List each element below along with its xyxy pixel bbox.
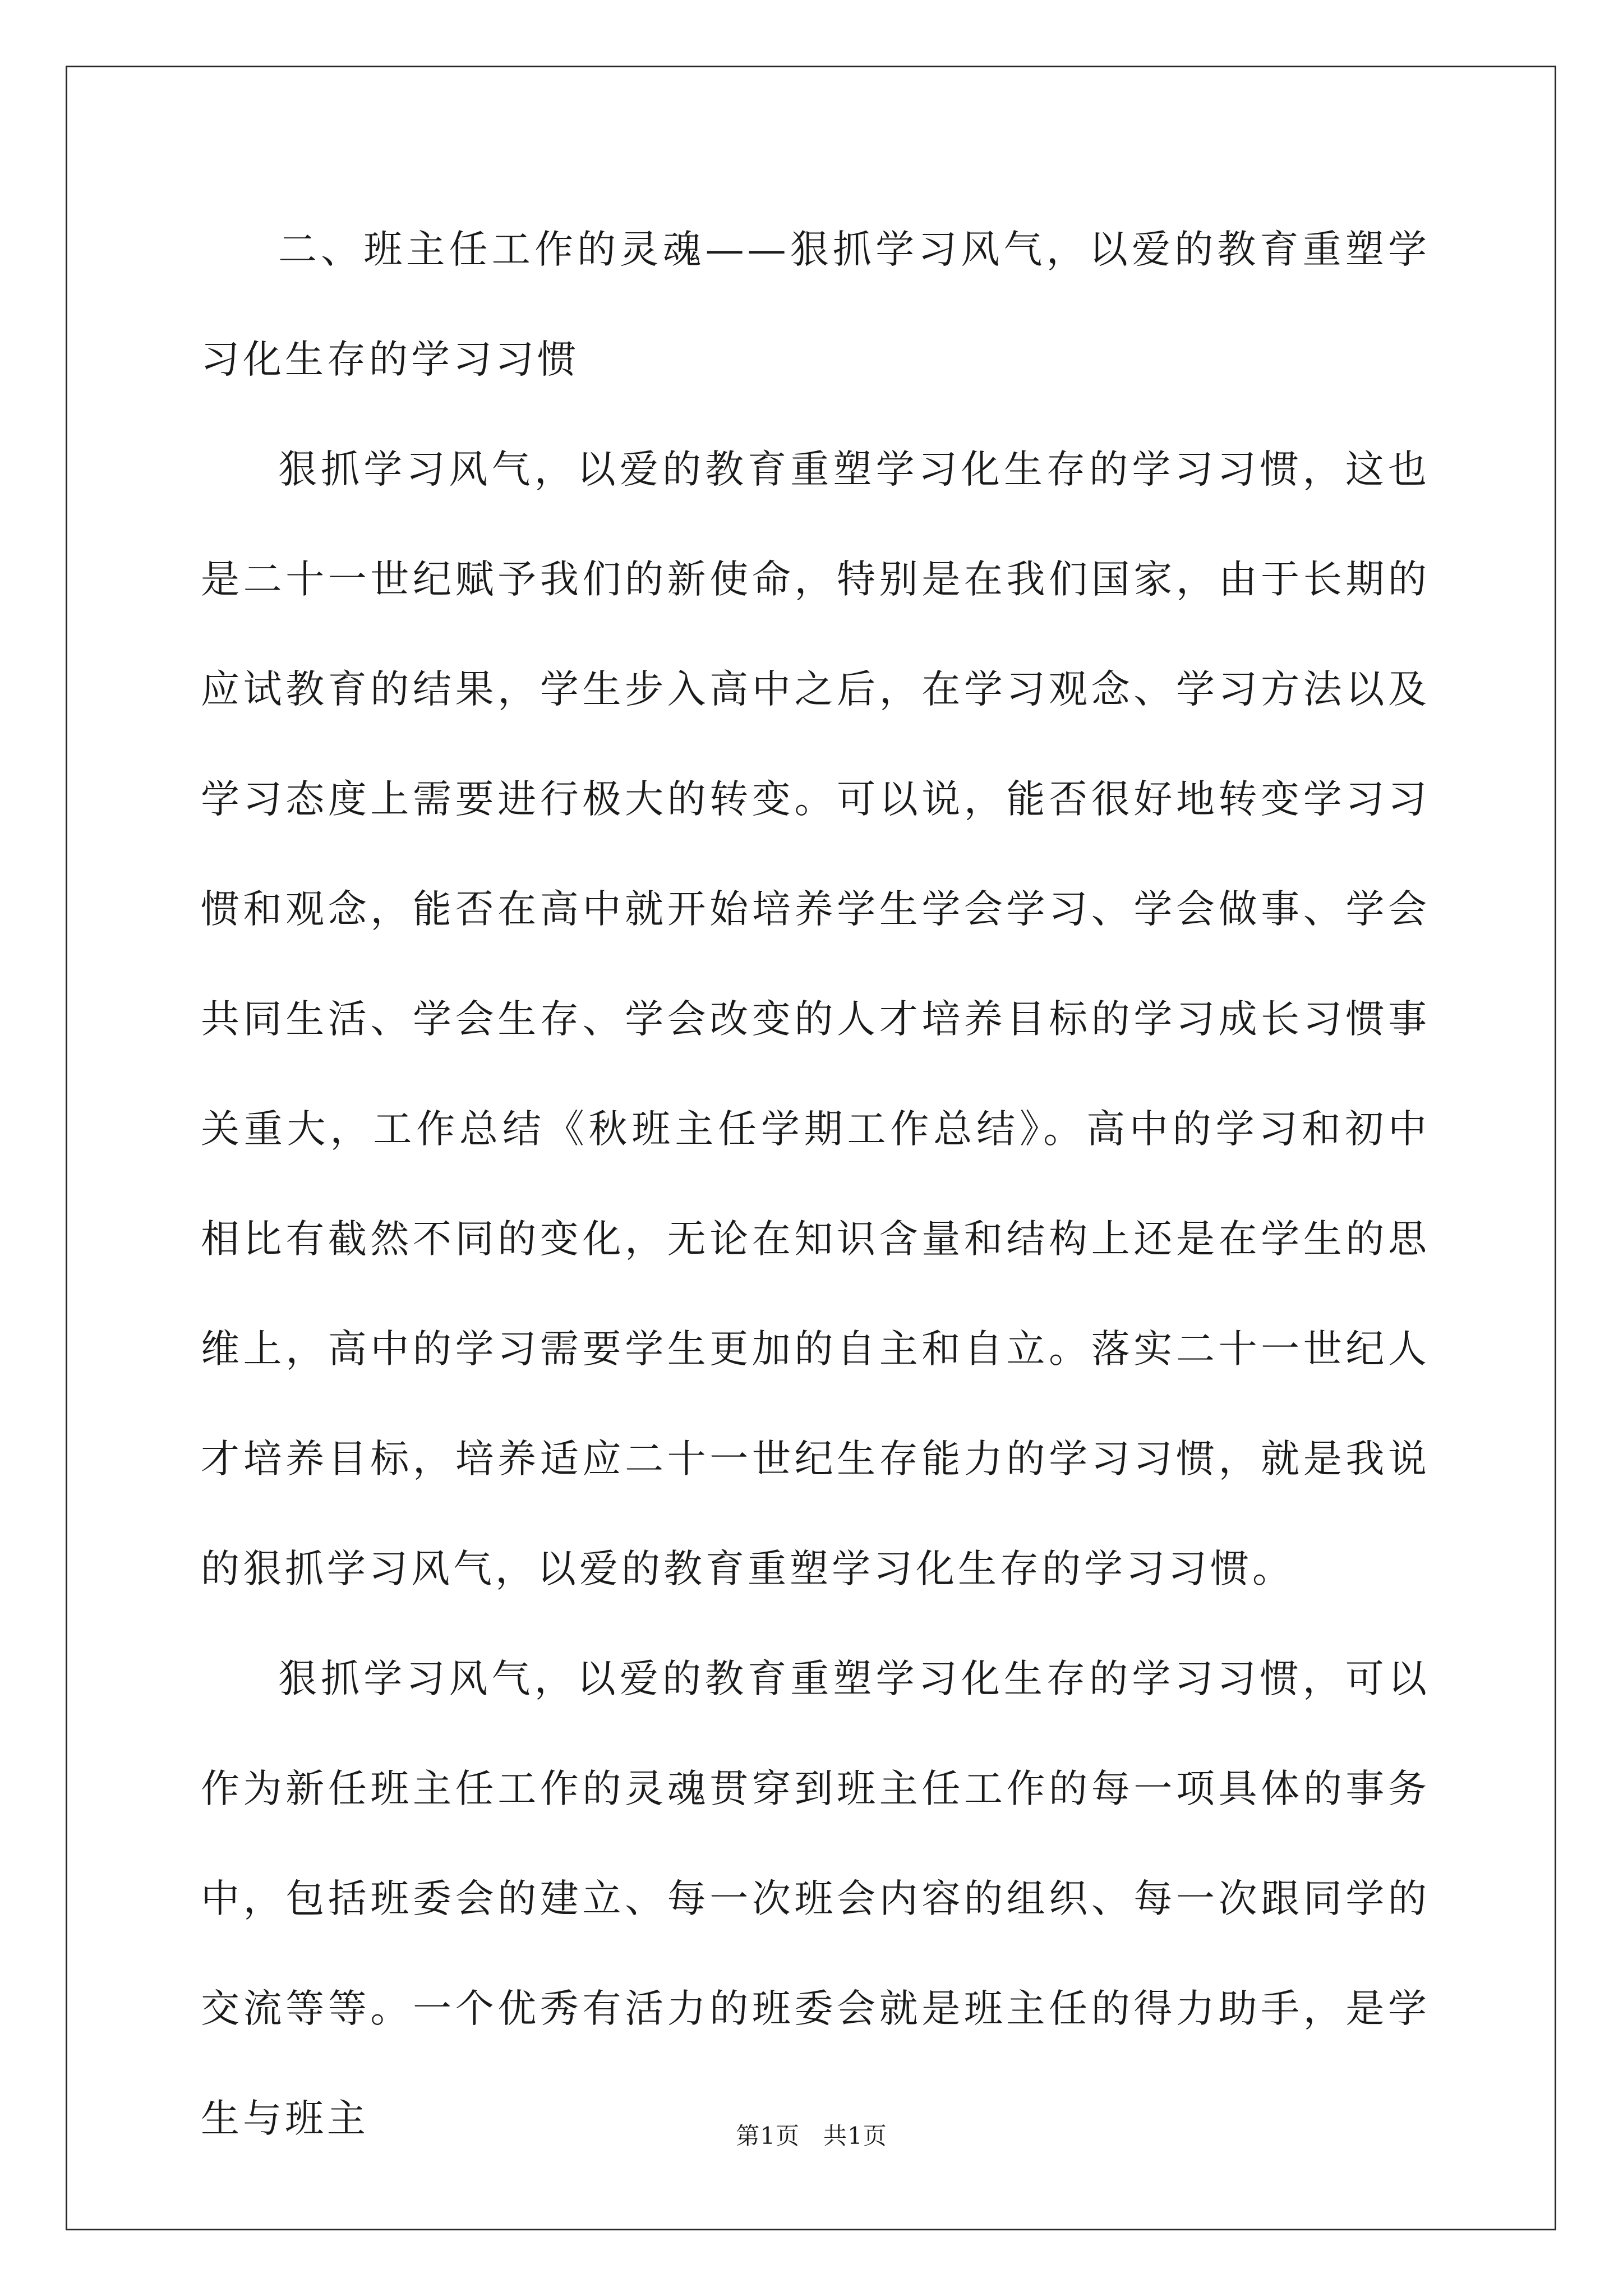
document-body xyxy=(201,195,1430,2174)
page-footer xyxy=(0,2119,1623,2153)
page-number: 第1页 xyxy=(736,2122,800,2150)
page-total: 共1页 xyxy=(823,2122,887,2150)
section-heading-paragraph: 二、班主任工作的灵魂——狠抓学习风气，以爱的教育重塑学习化生存的学习习惯 xyxy=(201,227,1430,382)
body-paragraph: 狠抓学习风气，以爱的教育重塑学习化生存的学习习惯，这也是二十一世纪赋予我们的新使命，特别是在我们国家，由于长期的应试教育的结果，学生步入高中之后，在学习观念、学习方法以及学习态度上需要进行极大的转变。可以说，能否很好地转变学习习惯和观念，能否在高中就开始培养学生学会学习、学会做事、学会共同生活、学会生存、学会改变的人才培养目标的学习成长习惯事关重大，工作总结《秋班主任学期工作总结》。高中的学习和初中相比有截然不同的变化，无论在知识含量和结构上还是在学生的思维上，高中的学习需要学生更加的自主和自立。落实二十一世纪人才培养目标，培养适应二十一世纪生存能力的学习习惯，就是我说的狠抓学习风气，以爱的教育重塑学习化生存的学习习惯。 xyxy=(201,447,1430,1591)
body-paragraph: 狠抓学习风气，以爱的教育重塑学习化生存的学习习惯，可以作为新任班主任工作的灵魂贯穿到班主任工作的每一项具体的事务中，包括班委会的建立、每一次班会内容的组织、每一次跟同学的交流等等。一个优秀有活力的班委会就是班主任的得力助手，是学生与班主 xyxy=(201,1657,1430,2141)
